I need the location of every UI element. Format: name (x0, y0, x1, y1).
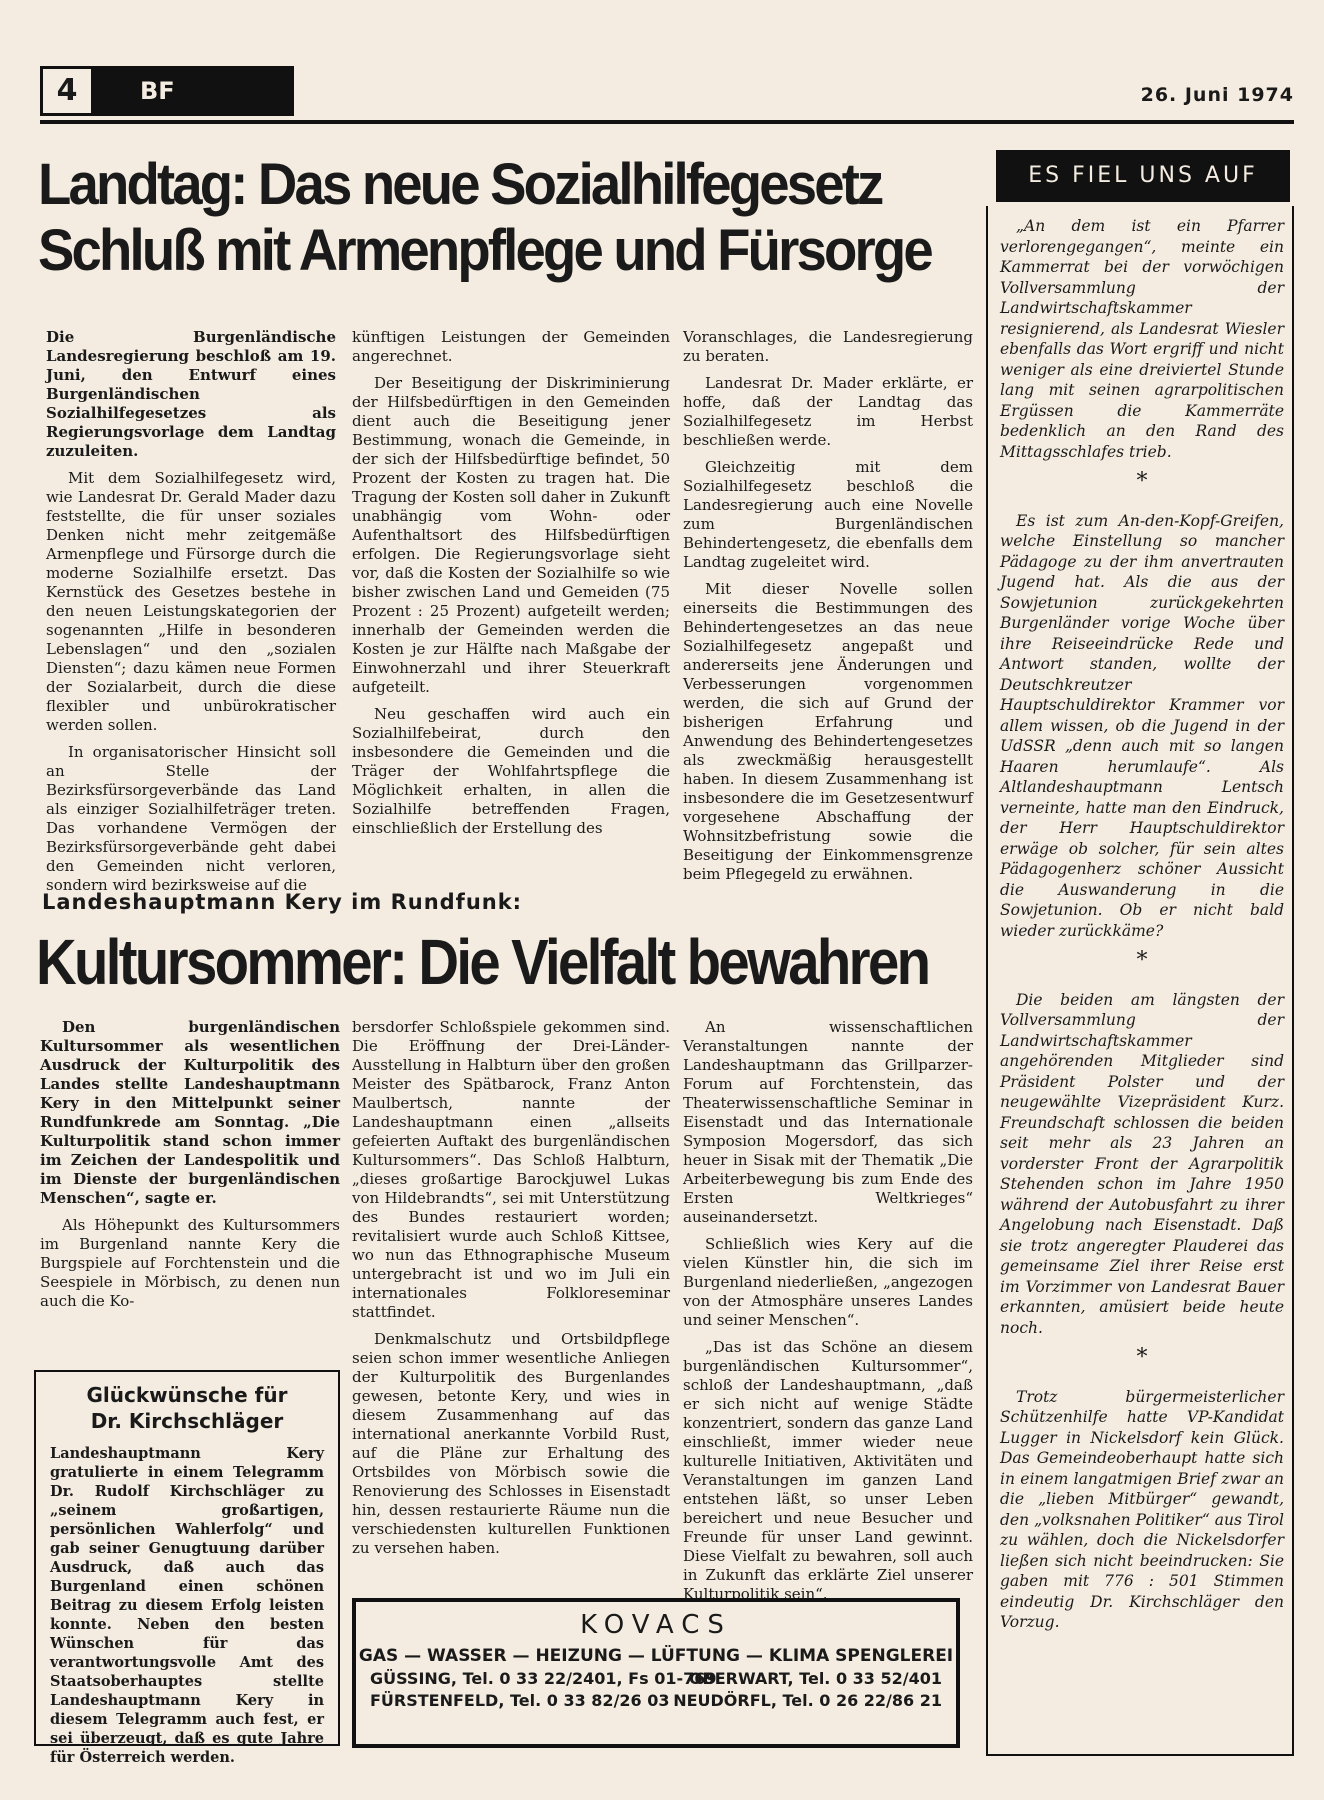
congratulations-title (50, 1382, 324, 1434)
sidebar-item: „An dem ist ein Pfarrer verlorengegangen“, meinte ein Kammerrat bei der vorwöchigen Vollversammlung der Landwirtschaftskammer resignierend, als Landesrat Wiesler ebenfalls das Wort ergriff und nicht weniger als eine dreiviertel Stunde lang mit seinen agrarpolitischen Ergüssen die Kammerräte bedenklich an den Rand des Mittagsschlafes trieb. (1000, 217, 1284, 461)
article2-paragraph: An wissenschaftlichen Veranstaltungen nannte der Landeshauptmann das Grillparzer-Forum auf Forchtenstein, das Theaterwissenschaftliche Seminar in Eisenstadt und das Internationale Symposion Mogersdorf, das sich heuer in Sisak mit der Thematik „Die Arbeiterbewegung bis zum Ende des Ersten Weltkrieges“ auseinandersetzt. (683, 1018, 973, 1226)
article1-headline-line1: Landtag: Das neue Sozialhilfegesetz (38, 152, 882, 217)
sidebar-item: Es ist zum An-den-Kopf-Greifen, welche Einstellung so mancher Pädagoge zu der ihm anvertrauten Jugend hat. Als die aus der Sowjetunion zurückgekehrten Burgenländer vorige Woche über ihre Reiseeindrücke Rede und Antwort standen, wollte der Deutschkreutzer Hauptschuldirektor Krammer vor allem wissen, ob die Jugend in der UdSSR „denn auch mit so langen Haaren herumlaufe“. Als Altlandeshauptmann Lentsch verneinte, hatte man den Eindruck, der Herr Hauptschuldirektor erwäge ob solcher, für sein altes Pädagogenherz schöner Aussicht die Auswanderung in die Sowjetunion. Ob er nicht bald wieder zurückkäme? (1000, 511, 1284, 940)
article1-paragraph: Mit dieser Novelle sollen einerseits die Bestimmungen des Behindertengesetzes an das neue Sozialhilfegesetz angepaßt und andererseits jene Änderungen und Verbesserungen vorgenommen werden, die sich auf Grund der bisherigen Erfahrung und Anwendung des Behindertengesetzes als zweckmäßig herausgestellt haben. In diesem Zusammenhang ist insbesondere die im Gesetzesentwurf vorgesehene Abschaffung der Wohnsitzbefristung sowie die Beseitigung der Einkommensgrenze beim Pflegegeld zu erwähnen. (683, 580, 973, 883)
ad-trades: GAS — WASSER — HEIZUNG — LÜFTUNG — KLIMA SPENGLEREI (358, 1646, 954, 1666)
paper-name: BF (94, 66, 294, 116)
page-number: 4 (40, 66, 94, 116)
article1-paragraph: Neu geschaffen wird auch ein Sozialhilfebeirat, durch den insbesondere die Gemeinden und die Träger der Wohlfahrtspflege die Möglichkeit erhalten, in allen die Sozialhilfe betreffenden Fragen, einschließlich der Erstellung des (352, 705, 670, 837)
ad-company-name: KOVACS (580, 1610, 732, 1640)
article1-paragraph: Gleichzeitig mit dem Sozialhilfegesetz beschloß die Landesregierung auch eine Novelle zum Burgenländischen Behindertengesetz, die ebenfalls dem Landtag zugeleitet wird. (683, 458, 973, 571)
star-separator: * (1136, 469, 1148, 494)
ad-contact-guessing: GÜSSING, Tel. 0 33 22/2401, Fs 01-769 (370, 1669, 717, 1688)
star-separator: * (1136, 948, 1148, 973)
article1-headline (38, 152, 931, 284)
article2-paragraph: Schließlich wies Kery auf die vielen Künstler hin, die sich im Burgenland niederließen, „angezogen von der Atmosphäre unseres Landes und seiner Menschen“. (683, 1235, 973, 1329)
article1-lead: Die Burgenländische Landesregierung beschloß am 19. Juni, den Entwurf eines Burgenländischen Sozialhilfegesetzes als Regierungsvorlage dem Landtag zuzuleiten. (46, 328, 336, 460)
issue-date: 26. Juni 1974 (1140, 84, 1294, 106)
article1-paragraph: In organisatorischer Hinsicht soll an Stelle der Bezirksfürsorgeverbände das Land als einziger Sozialhilfeträger treten. Das vorhandene Vermögen der Bezirksfürsorgeverbände geht dabei den Gemeinden nicht verloren, sondern wird bezirksweise auf die (46, 743, 336, 894)
article1-paragraph: Voranschlages, die Landesregierung zu beraten. (683, 328, 973, 365)
article2-paragraph: bersdorfer Schloßspiele gekommen sind. Die Eröffnung der Drei-Länder-Ausstellung in Halbturn über den großen Meister des Spätbarock, Franz Anton Maulbertsch, nannte der Landeshauptmann einen „allseits gefeierten Auftakt des burgenländischen Kultursommers“. Das Schloß Halbturn, „dieses großartige Barockjuwel Lukas von Hildebrandts“, sei mit Unterstützung des Bundes restauriert worden; revitalisiert wurde auch Schloß Kittsee, wo nun das Ethnographische Museum untergebracht ist und wo im Juli ein internationales Folkloreseminar stattfindet. (352, 1018, 670, 1321)
article1-paragraph: Landesrat Dr. Mader erklärte, er hoffe, daß der Landtag das Sozialhilfegesetz im Herbst beschließen werde. (683, 374, 973, 449)
article1-paragraph: Mit dem Sozialhilfegesetz wird, wie Landesrat Dr. Gerald Mader dazu feststellte, die für unser soziales Denken nicht mehr zeitgemäße Armenpflege und Fürsorge durch die moderne Sozialhilfe ersetzt. Das Kernstück des Gesetzes bestehe in den neuen Leistungskategorien der sogenannten „Hilfe in besonderen Lebenslagen“ und den „sozialen Diensten“; dazu kämen neue Formen der Sozialarbeit, durch die diese flexibler und unbürokratischer werden sollen. (46, 469, 336, 734)
article1-column2 (352, 328, 670, 846)
article2-column2 (352, 1018, 670, 1566)
ad-contact-fuerstenfeld: FÜRSTENFELD, Tel. 0 33 82/26 03 (370, 1691, 670, 1710)
article2-lead: Den burgenländischen Kultursommer als wesentlichen Ausdruck der Kulturpolitik des Landes stellte Landeshauptmann Kery in den Mittelpunkt seiner Rundfunkrede am Sonntag. „Die Kulturpolitik stand schon immer im Zeichen der Landespolitik und im Dienste der burgenländischen Menschen“, sagte er. (40, 1018, 340, 1207)
article1-column3 (683, 328, 973, 892)
masthead-rule (40, 120, 1294, 124)
article1-headline-line2: Schluß mit Armenpflege und Fürsorge (38, 218, 931, 283)
article2-column3 (683, 1018, 973, 1612)
sidebar-item: Trotz bürgermeisterlicher Schützenhilfe hatte VP-Kandidat Lugger in Nickelsdorf kein Glück. Das Gemeindeoberhaupt hatte sich in einem langatmigen Brief zwar an die „lieben Mitbürger“ gewandt, den „volksnahen Politiker“ aus Tirol zu wählen, doch die Nickelsdorfer ließen sich nicht beeindrucken: Sie gaben mit 776 : 501 Stimmen eindeutig Dr. Kirchschläger den Vorzug. (1000, 1387, 1284, 1631)
congratulations-title-line2: Dr. Kirchschläger (90, 1409, 284, 1433)
article2-paragraph: „Das ist das Schöne an diesem burgenländischen Kultursommer“, schloß der Landeshauptmann, „daß er sich nicht auf wenige Städte konzentriert, sondern das ganze Land einschließt, immer wieder neue kulturelle Initiativen, Aktivitäten und Veranstaltungen im ganzen Land entstehen läßt, so unser Leben bereichert und neue Besucher und Freunde für unser Land gewinnt. Diese Vielfalt zu bewahren, soll auch in Zukunft das erklärte Ziel unserer Kulturpolitik sein“. (683, 1338, 973, 1603)
article1-paragraph: Der Beseitigung der Diskriminierung der Hilfsbedürftigen in den Gemeinden dient auch die Beseitigung jener Bestimmung, wonach die Gemeinde, in der sich der Hilfsbedürftige befindet, 50 Prozent der Kosten zu tragen hat. Die Tragung der Kosten soll daher in Zukunft unabhängig vom Wohn- oder Aufenthaltsort des Hilfsbedürftigen erfolgen. Die Regierungsvorlage sieht vor, daß die Kosten der Sozialhilfe so wie bisher zwischen Land und Gemeiden (75 Prozent : 25 Prozent) aufgeteilt werden; innerhalb der Gemeinden werden die Kosten je zur Hälfte nach Maßgabe der Einwohnerzahl und ihrer Steuerkraft aufgeteilt. (352, 374, 670, 696)
ad-contact-neudoerfl: NEUDÖRFL, Tel. 0 26 22/86 21 (673, 1691, 942, 1710)
sidebar-item: Die beiden am längsten der Vollversammlung der Landwirtschaftskammer angehörenden Mitglieder sind Präsident Polster und der neugewählte Vizepräsident Kurz. Freundschaft schlossen die beiden seit mehr als 23 Jahren an vorderster Front der Agrarpolitik Stehenden schon im Jahre 1950 während der Autobusfahrt zu ihrer Angelobung nach Eisenstadt. Daß sie trotz angeregter Plauderei das gemeinsame Ziel ihrer Reise erst im Vorzimmer von Landesrat Bauer erkannten, amüsiert beide heute noch. (1000, 990, 1284, 1337)
congratulations-body: Landeshauptmann Kery gratulierte in einem Telegramm Dr. Rudolf Kirchschläger zu „seinem großartigen, persönlichen Wahlerfolg“ und gab seiner Genugtuung darüber Ausdruck, daß auch das Burgenland einen schönen Beitrag zu diesem Erfolg leisten konnte. Neben den besten Wünschen für das verantwortungsvolle Amt des Staatsoberhauptes stellte Landeshauptmann Kery in diesem Telegramm auch fest, er sei überzeugt, daß es gute Jahre für Österreich werden. (50, 1445, 324, 1766)
article2-paragraph: Als Höhepunkt des Kultursommers im Burgenland nannte Kery die Burgspiele auf Forchtenstein und die Seespiele in Mörbisch, zu denen nun auch die Ko- (40, 1216, 340, 1310)
ad-contact-row (370, 1690, 942, 1712)
article2-column1 (40, 1018, 340, 1319)
article2-kicker: Landeshauptmann Kery im Rundfunk: (42, 890, 523, 914)
article1-paragraph: künftigen Leistungen der Gemeinden angerechnet. (352, 328, 670, 365)
masthead (40, 62, 1294, 120)
ad-contact-row (370, 1668, 942, 1690)
kovacs-advertisement (352, 1598, 960, 1748)
article2-paragraph: Denkmalschutz und Ortsbildpflege seien schon immer wesentliche Anliegen der Kulturpolitik des Burgenlandes gewesen, betonte Kery, und wies in diesem Zusammenhang auf das international anerkannte Vorbild Rust, auf die Pläne zur Erhaltung des Ortsbildes von Mörbisch sowie die Renovierung des Schlosses in Eisenstadt hin, dessen restaurierte Räume nun die verschiedensten kulturellen Funktionen zu versehen haben. (352, 1330, 670, 1557)
article2-headline: Kultursommer: Die Vielfalt bewahren (36, 926, 929, 998)
sidebar-column (1000, 216, 1284, 1633)
ad-contact-oberwart: OBERWART, Tel. 0 33 52/401 (688, 1669, 942, 1688)
article1-column1 (46, 328, 336, 903)
star-separator: * (1136, 1345, 1148, 1370)
congratulations-box (34, 1370, 340, 1766)
sidebar-header: ES FIEL UNS AUF (996, 150, 1290, 202)
congratulations-title-line1: Glückwünsche für (86, 1383, 288, 1407)
